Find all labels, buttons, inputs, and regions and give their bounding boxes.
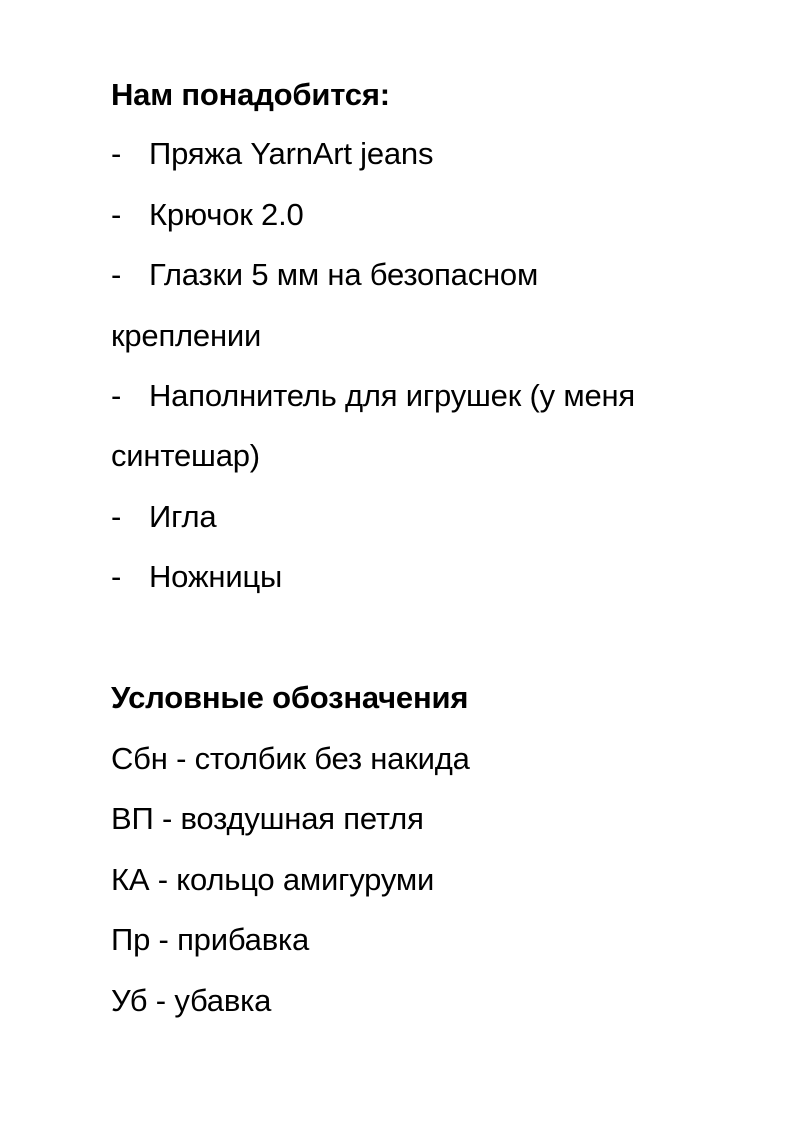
legend-entry-pr: Пр - прибавка	[111, 922, 310, 957]
bullet-dash: -	[111, 378, 122, 413]
materials-item-label: Игла	[149, 499, 217, 534]
bullet-dash: -	[111, 197, 122, 232]
materials-item-needle	[111, 497, 216, 537]
materials-item-eyes-continued: креплении	[111, 318, 262, 353]
legend-entry-ub: Уб - убавка	[111, 983, 272, 1018]
legend-entry-vp: ВП - воздушная петля	[111, 801, 424, 836]
materials-item-stuffing	[111, 376, 635, 416]
materials-item-label: Крючок 2.0	[149, 197, 304, 232]
bullet-dash: -	[111, 559, 122, 594]
materials-item-label: Наполнитель для игрушек (у меня	[149, 378, 635, 413]
materials-item-label: Ножницы	[149, 559, 283, 594]
materials-item-label: Глазки 5 мм на безопасном	[149, 257, 539, 292]
materials-item-scissors	[111, 557, 282, 597]
materials-item-hook	[111, 195, 304, 235]
bullet-dash: -	[111, 499, 122, 534]
materials-heading: Нам понадобится:	[111, 77, 390, 112]
bullet-dash: -	[111, 257, 122, 292]
materials-item-stuffing-continued: синтешар)	[111, 438, 260, 473]
materials-item-label: Пряжа YarnArt jeans	[149, 136, 434, 171]
bullet-dash: -	[111, 136, 122, 171]
materials-item-eyes	[111, 255, 538, 295]
legend-heading: Условные обозначения	[111, 680, 469, 715]
materials-item-yarn	[111, 134, 433, 174]
legend-entry-sbn: Сбн - столбик без накида	[111, 741, 470, 776]
legend-entry-ka: КА - кольцо амигуруми	[111, 862, 435, 897]
